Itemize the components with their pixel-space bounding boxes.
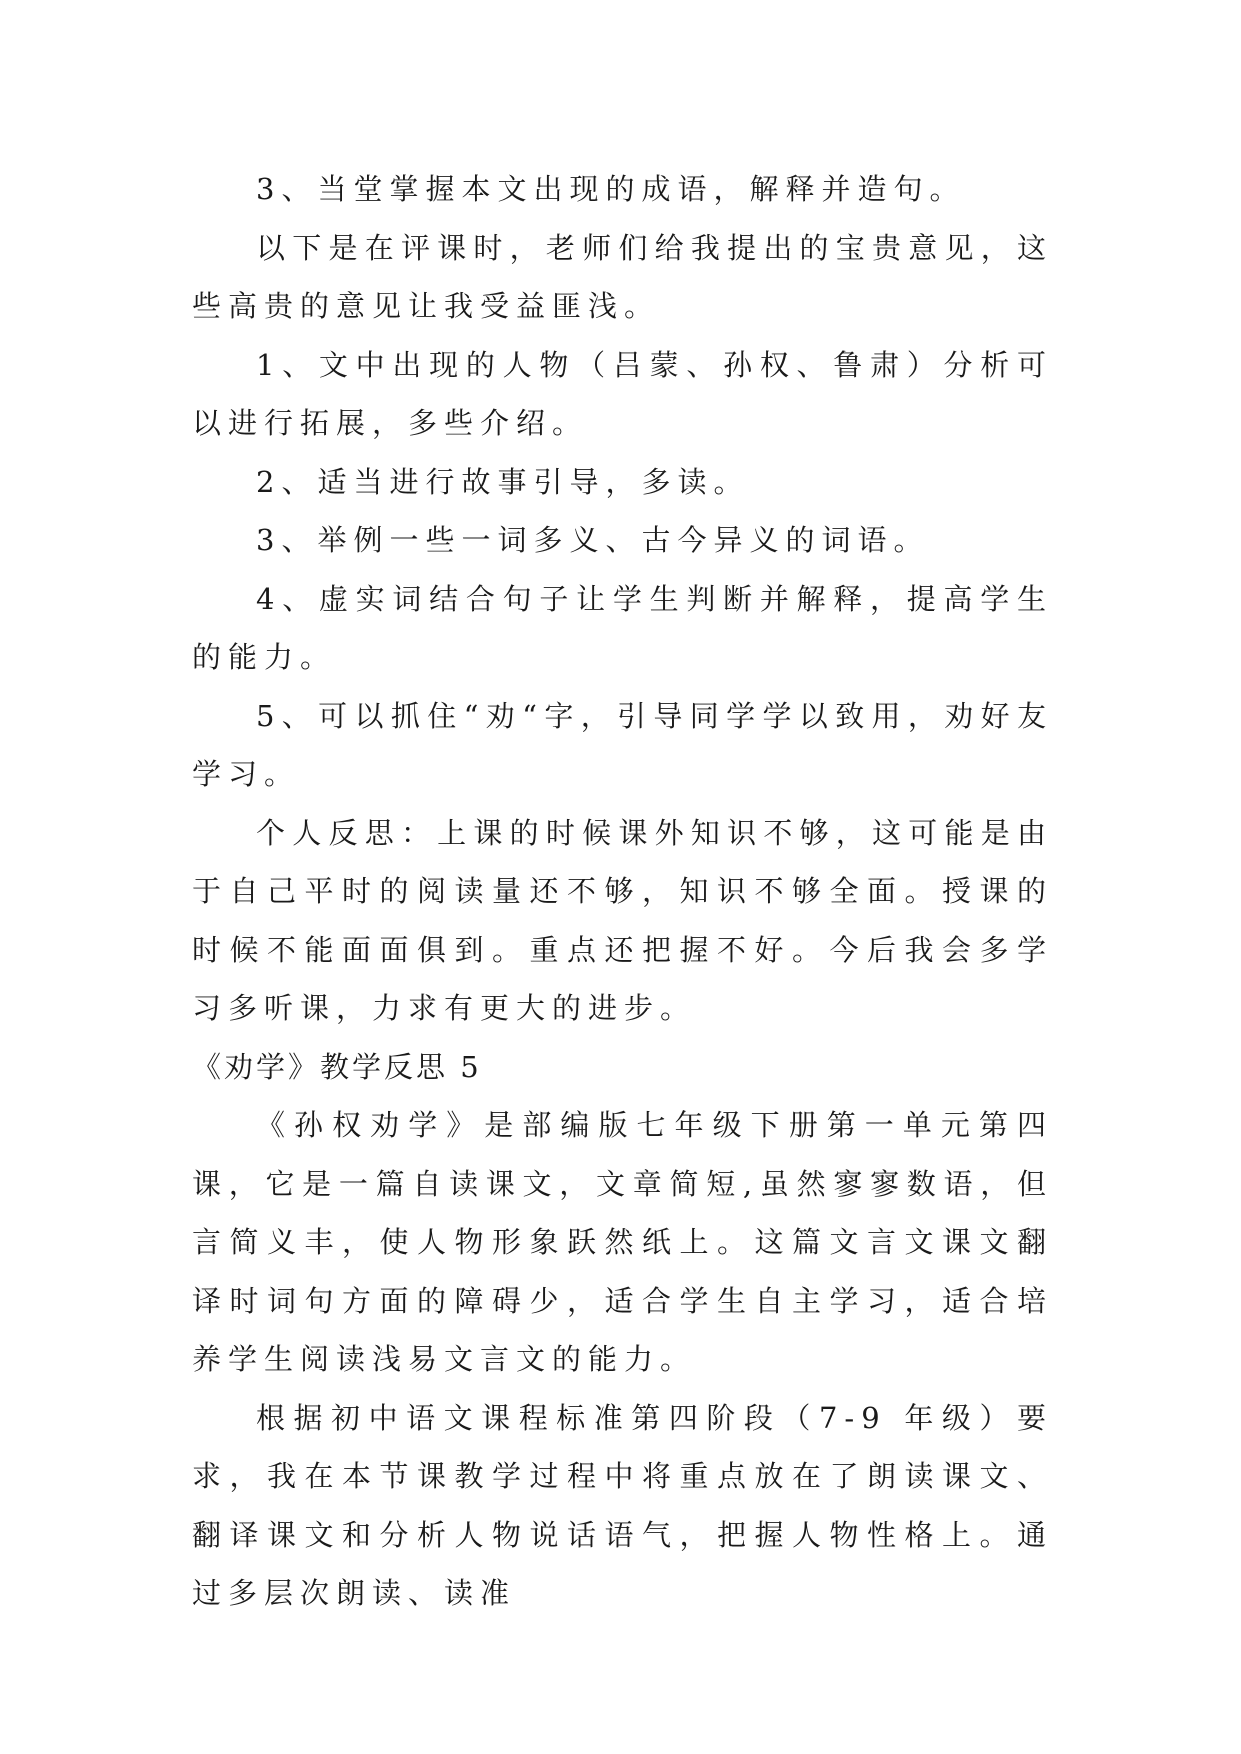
paragraph-objective-3: 3、当堂掌握本文出现的成语，解释并造句。 — [256, 172, 966, 206]
document-page — [192, 160, 1053, 1623]
paragraph-feedback-3: 3、举例一些一词多义、古今异义的词语。 — [256, 523, 930, 557]
paragraph-lesson-intro: 《孙权劝学》是部编版七年级下册第一单元第四课，它是一篇自读课文，文章简短,虽然寥寥数语，但言简义丰，使人物形象跃然纸上。这篇文言文课文翻译时词句方面的障碍少，适合学生自主学习，适合培养学生阅读浅易文言文的能力。 — [192, 1108, 1053, 1376]
section-heading: 《劝学》教学反思 5 — [192, 1049, 482, 1084]
paragraph-feedback-5: 5、可以抓住“劝“字，引导同学学以致用，劝好友学习。 — [192, 698, 1053, 791]
paragraph-feedback-2: 2、适当进行故事引导，多读。 — [256, 464, 750, 499]
paragraph-feedback-4: 4、虚实词结合句子让学生判断并解释，提高学生的能力。 — [192, 581, 1053, 674]
paragraph-feedback-intro: 以下是在评课时，老师们给我提出的宝贵意见，这些高贵的意见让我受益匪浅。 — [192, 230, 1053, 323]
paragraph-curriculum-standard: 根据初中语文课程标准第四阶段（7-9 年级）要求，我在本节课教学过程中将重点放在了朗读课文、翻译课文和分析人物说话语气，把握人物性格上。通过多层次朗读、读准 — [192, 1400, 1053, 1610]
paragraph-feedback-1: 1、文中出现的人物（吕蒙、孙权、鲁肃）分析可以进行拓展，多些介绍。 — [192, 347, 1053, 440]
paragraph-personal-reflection: 个人反思：上课的时候课外知识不够，这可能是由于自己平时的阅读量还不够，知识不够全面。授课的时候不能面面俱到。重点还把握不好。今后我会多学习多听课，力求有更大的进步。 — [192, 815, 1053, 1025]
